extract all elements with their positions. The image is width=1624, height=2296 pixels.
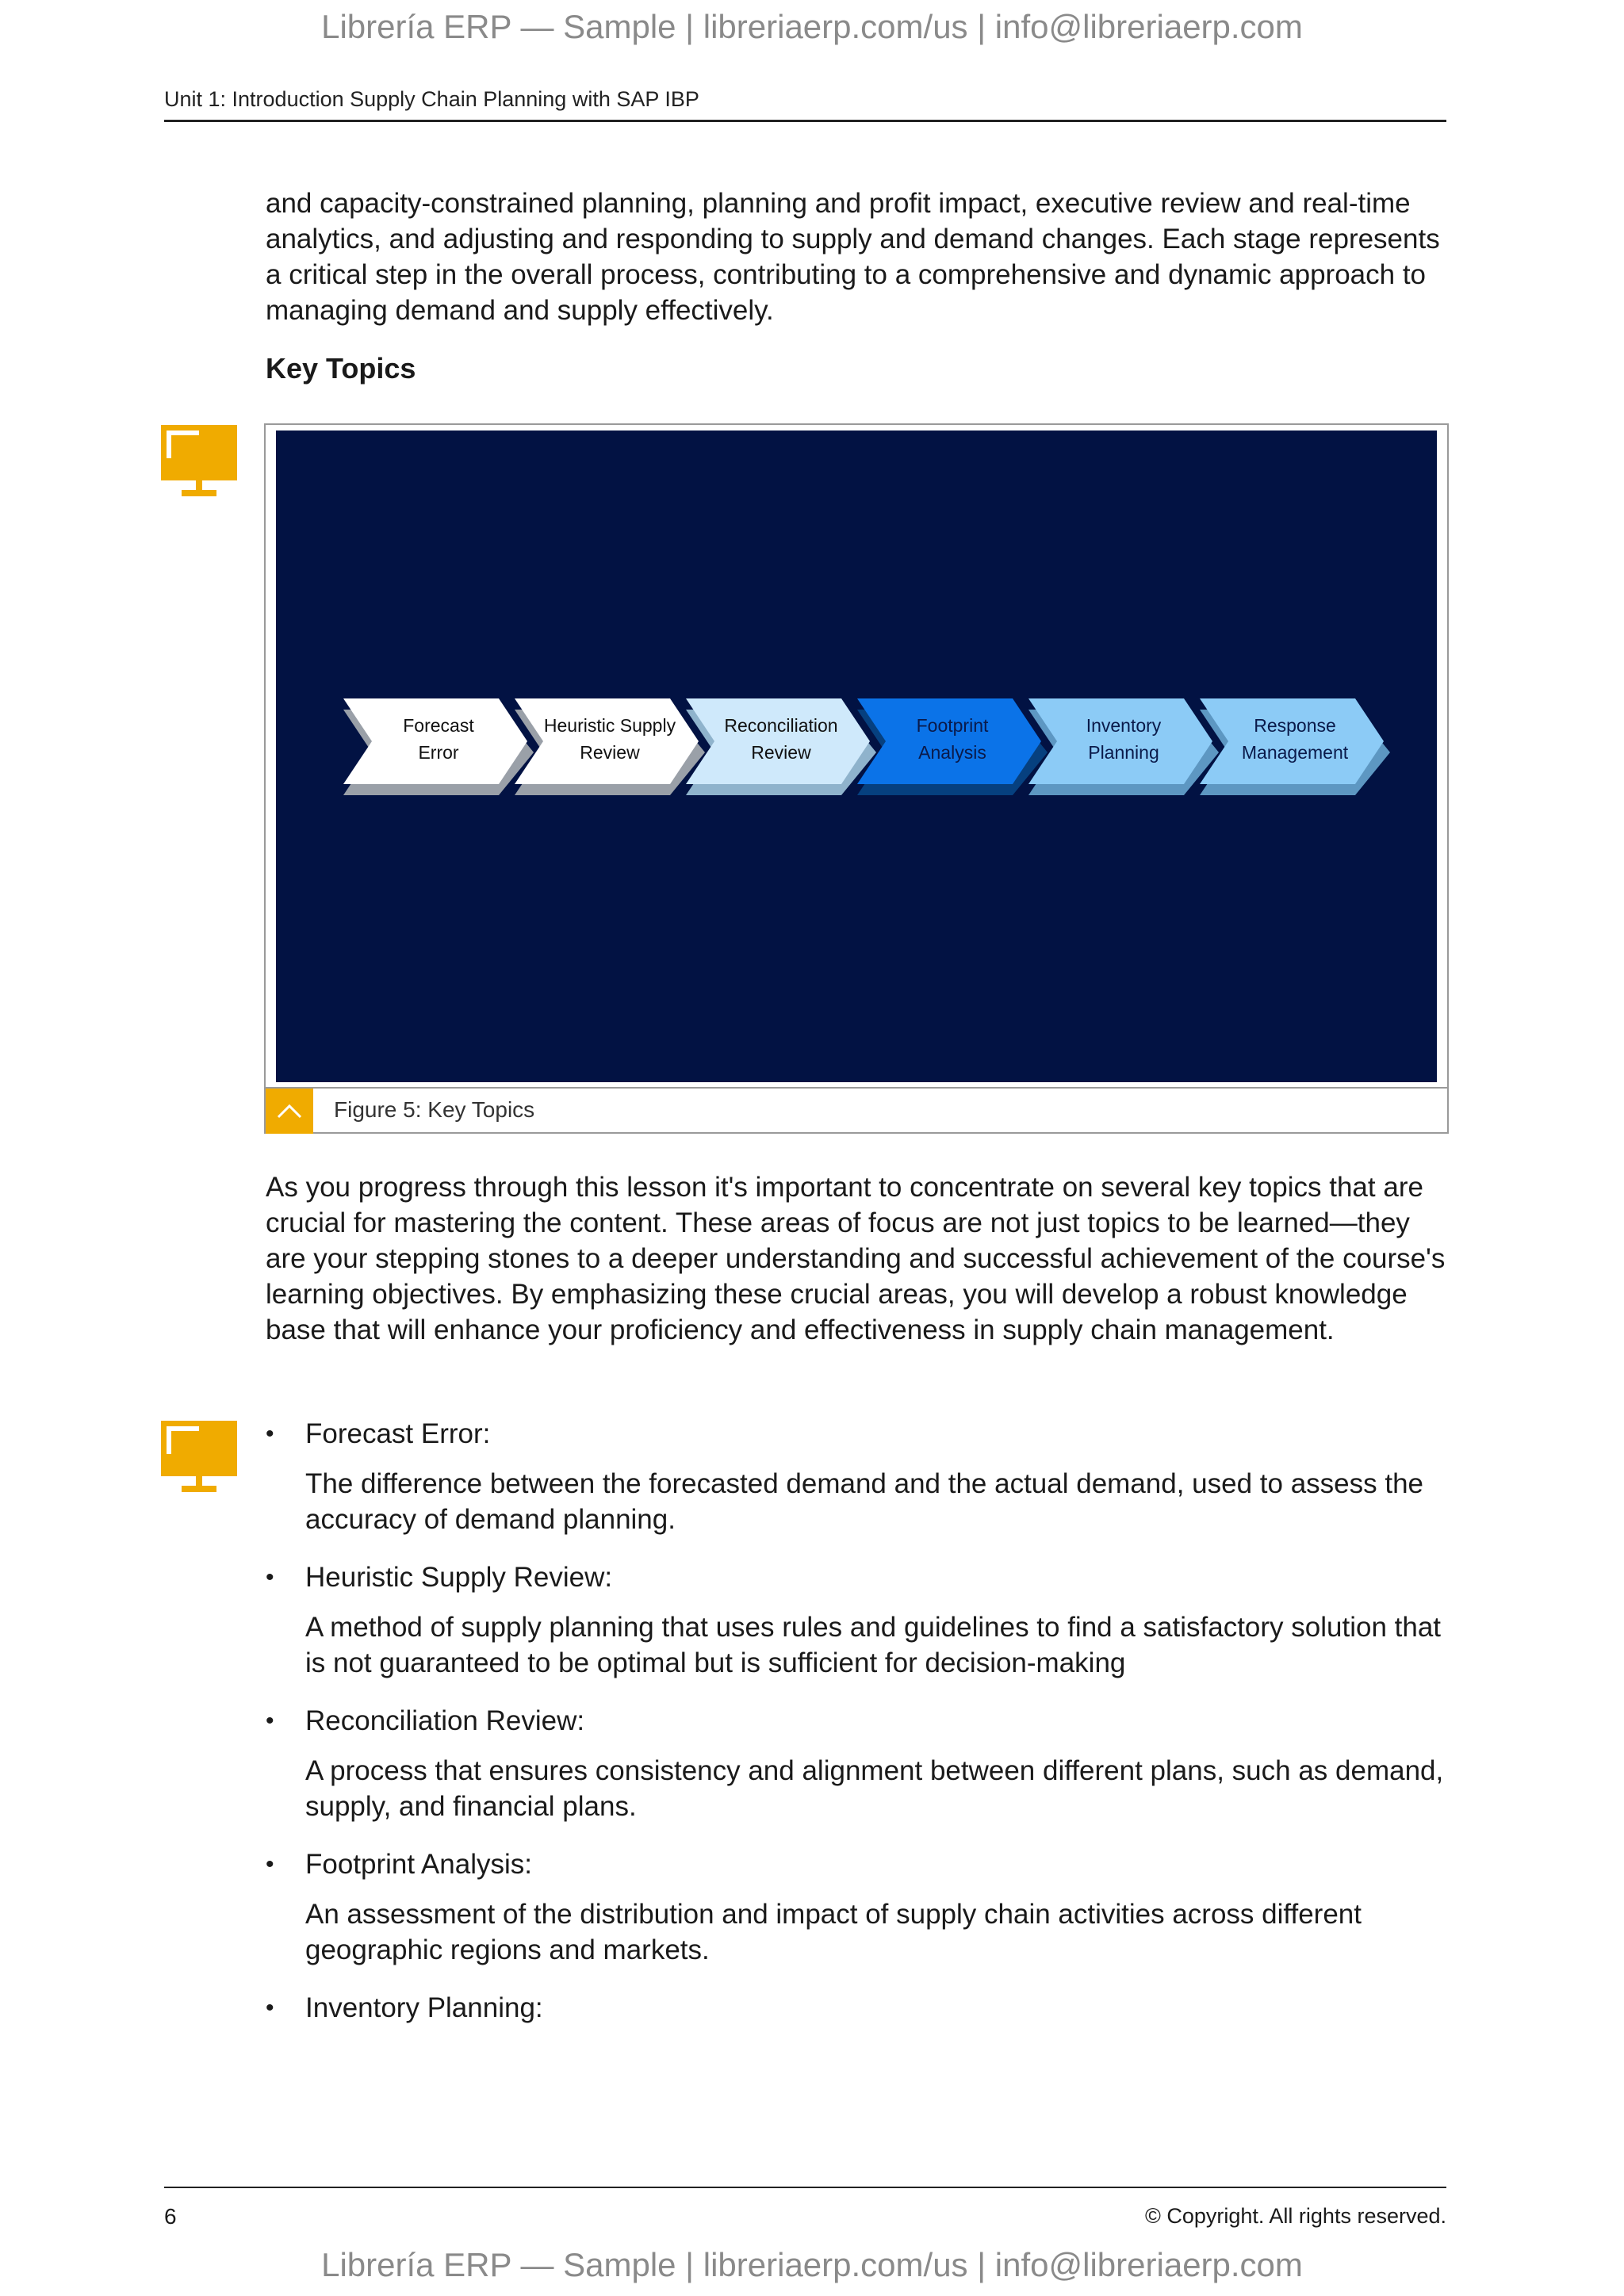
running-head: Unit 1: Introduction Supply Chain Planning with SAP IBP bbox=[164, 87, 699, 111]
process-step-label: Planning bbox=[1088, 742, 1159, 763]
header-rule bbox=[164, 120, 1446, 122]
section-heading: Key Topics bbox=[266, 352, 416, 385]
process-step-label: Analysis bbox=[918, 742, 986, 763]
figure bbox=[264, 423, 1449, 1134]
process-step-label: Response bbox=[1254, 715, 1336, 736]
list-item bbox=[266, 1416, 1451, 1537]
process-step-label: Footprint bbox=[916, 715, 989, 736]
figure-image bbox=[276, 430, 1437, 1082]
process-step-2 bbox=[515, 698, 705, 795]
process-step-label: Error bbox=[418, 742, 459, 763]
process-step-1 bbox=[343, 698, 534, 795]
list-item bbox=[266, 1846, 1451, 1968]
process-step-5 bbox=[1028, 698, 1219, 795]
process-step-label: Management bbox=[1241, 742, 1349, 763]
process-step-3 bbox=[686, 698, 876, 795]
topic-definition: A method of supply planning that uses rules and guidelines to find a satisfactory solution that is not guaranteed to be optimal but is sufficient for decision-making bbox=[305, 1612, 1442, 1678]
topic-term: • Inventory Planning: bbox=[266, 1990, 1451, 2026]
list-item bbox=[266, 1990, 1451, 2026]
figure-caption: Figure 5: Key Topics bbox=[334, 1097, 535, 1122]
page-number: 6 bbox=[164, 2204, 177, 2229]
process-step-label: Heuristic Supply bbox=[543, 715, 676, 736]
process-step-label: Review bbox=[580, 742, 640, 763]
key-topics-list bbox=[266, 1416, 1451, 2026]
topic-term: • Heuristic Supply Review: bbox=[266, 1559, 1451, 1595]
topic-term: • Footprint Analysis: bbox=[266, 1846, 1451, 1882]
caption-toggle[interactable] bbox=[266, 1089, 313, 1134]
footer-rule bbox=[164, 2187, 1446, 2188]
topic-term: • Forecast Error: bbox=[266, 1416, 1451, 1452]
process-step-label: Inventory bbox=[1086, 715, 1162, 736]
process-step-6 bbox=[1200, 698, 1390, 795]
process-step-4 bbox=[857, 698, 1048, 795]
figure-caption-row bbox=[266, 1087, 1447, 1134]
presentation-monitor-icon bbox=[161, 1421, 237, 1497]
list-item bbox=[266, 1559, 1451, 1681]
process-step-label: Reconciliation bbox=[724, 715, 838, 736]
topic-definition: The difference between the forecasted demand and the actual demand, used to assess the accuracy of demand planning. bbox=[305, 1468, 1424, 1535]
topic-definition: An assessment of the distribution and impact of supply chain activities across different geographic regions and markets. bbox=[305, 1899, 1362, 1965]
process-flow-diagram bbox=[276, 430, 1437, 1082]
chevron-up-icon bbox=[266, 1089, 313, 1134]
watermark-bottom: Librería ERP — Sample | libreriaerp.com/us | info@libreriaerp.com bbox=[321, 2246, 1303, 2283]
process-step-label: Forecast bbox=[403, 715, 474, 736]
intro-paragraph: and capacity-constrained planning, planning and profit impact, executive review and real-time analytics, and adjusting and responding to supply and demand changes. Each stage represents a critical step in the overall process, contributing to a comprehensive and dynamic approach to managing demand and supply effectively. bbox=[266, 188, 1440, 326]
topic-term: • Reconciliation Review: bbox=[266, 1703, 1451, 1739]
process-step-label: Review bbox=[751, 742, 811, 763]
copyright: © Copyright. All rights reserved. bbox=[1144, 2204, 1446, 2228]
list-item bbox=[266, 1703, 1451, 1824]
topic-definition: A process that ensures consistency and alignment between different plans, such as demand, supply, and financial plans. bbox=[305, 1755, 1444, 1822]
body-paragraph: As you progress through this lesson it's important to concentrate on several key topics that are crucial for mastering the content. These areas of focus are not just topics to be learned—they are your stepping stones to a deeper understanding and successful achievement of the course's learning objectives. By emphasizing these crucial areas, you will develop a robust knowledge base that will enhance your proficiency and effectiveness in supply chain management. bbox=[266, 1172, 1446, 1345]
watermark-top: Librería ERP — Sample | libreriaerp.com/us | info@libreriaerp.com bbox=[321, 8, 1303, 45]
presentation-monitor-icon bbox=[161, 425, 237, 501]
